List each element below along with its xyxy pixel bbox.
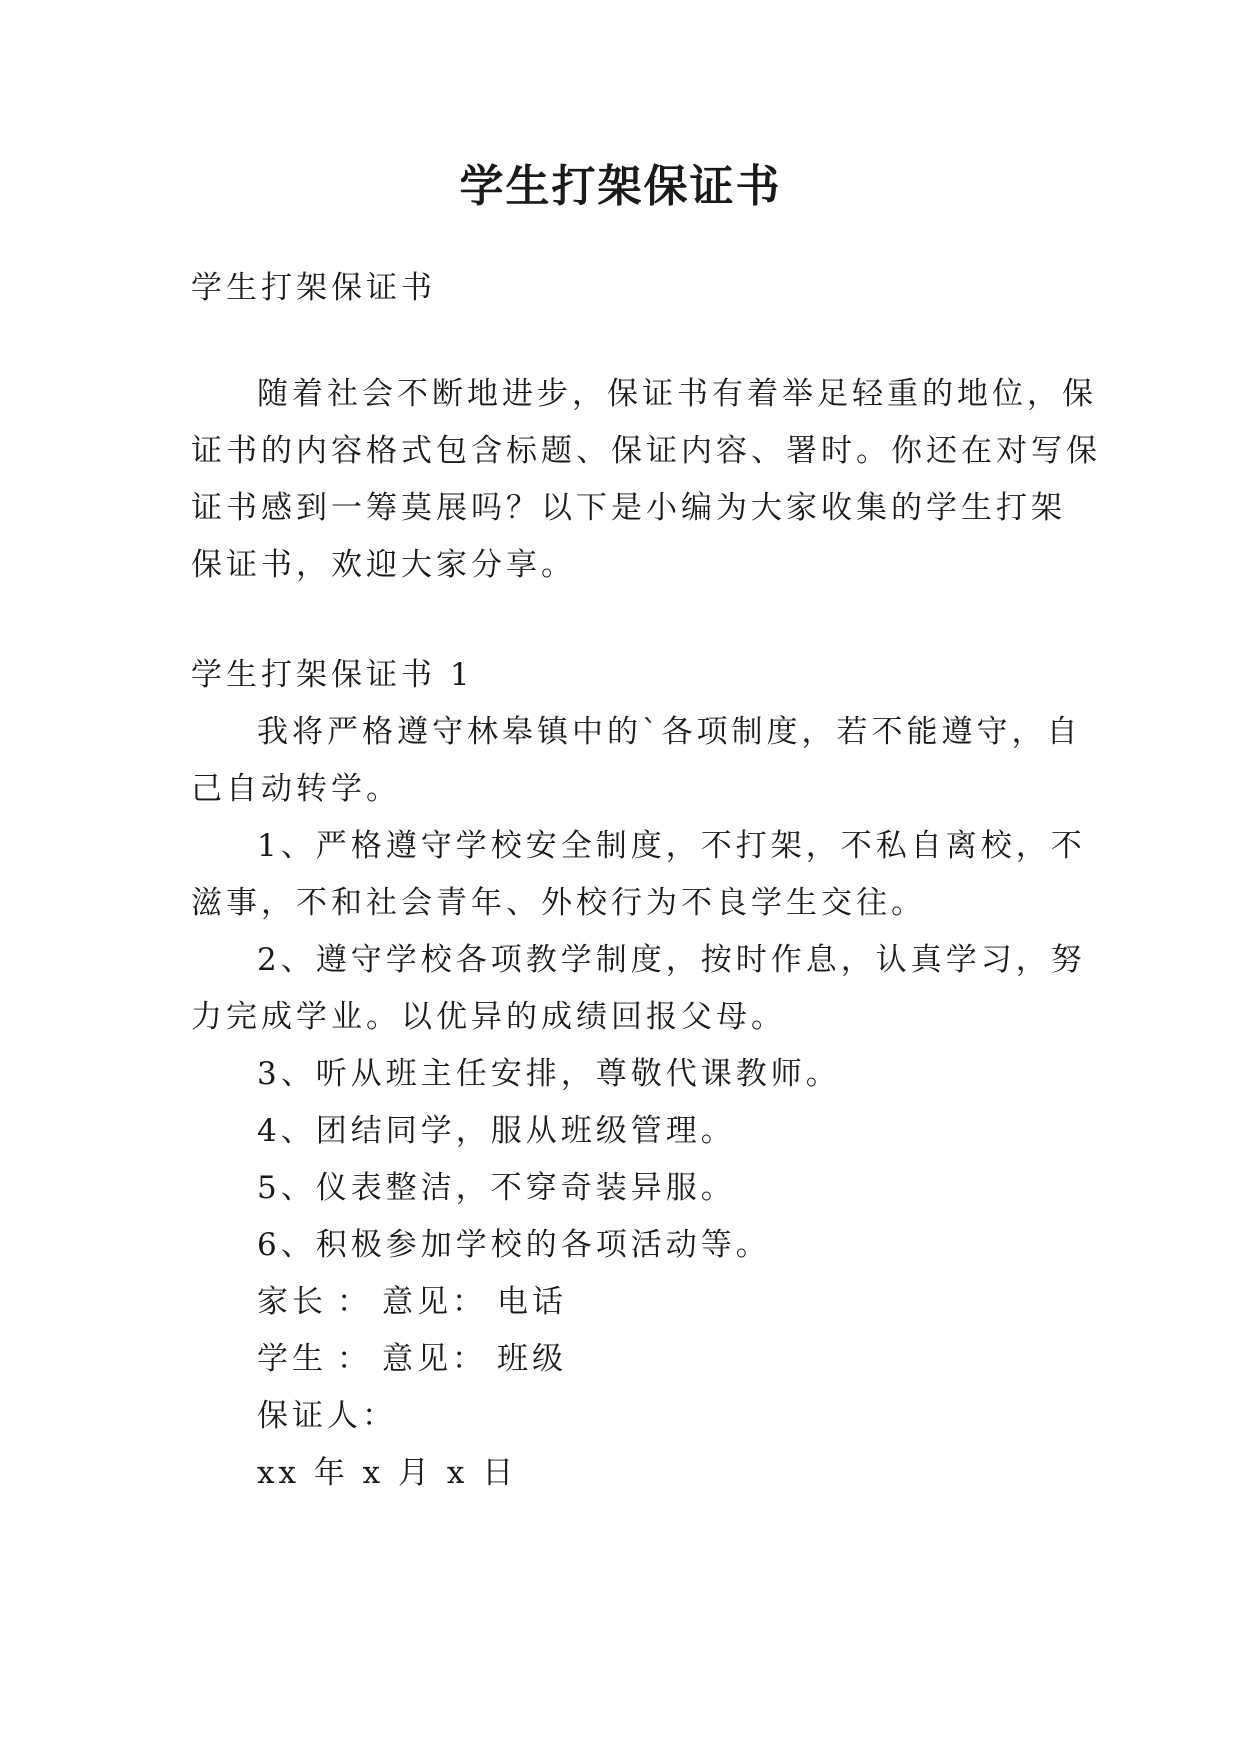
student-class-label: 班级: [497, 1341, 567, 1377]
intro-line: 随着社会不断地进步，保证书有着举足轻重的地位，保: [257, 376, 1097, 412]
list-item-continuation: 力完成学业。以优异的成绩回报父母。: [191, 999, 786, 1035]
student-opinion-label: 意见：: [382, 1341, 487, 1377]
student-signature-line: [257, 1333, 567, 1378]
document-subtitle: 学生打架保证书: [191, 270, 436, 306]
list-item: 5、仪表整洁，不穿奇装异服。: [257, 1170, 736, 1206]
pledge-line: 己自动转学。: [191, 771, 401, 807]
intro-line: 证书感到一筹莫展吗？以下是小编为大家收集的学生打架: [191, 490, 1066, 526]
intro-line: 证书的内容格式包含标题、保证内容、署时。你还在对写保: [191, 433, 1101, 469]
guarantor-label: 保证人：: [257, 1398, 397, 1434]
student-role-label: 学生: [257, 1341, 327, 1377]
date-line: xx 年 x 月 x 日: [257, 1455, 518, 1491]
parent-phone-label: 电话: [497, 1284, 567, 1320]
student-colon: ：: [337, 1341, 372, 1377]
list-item: 3、听从班主任安排，尊敬代课教师。: [257, 1056, 841, 1092]
parent-role-label: 家长: [257, 1284, 327, 1320]
list-item: 4、团结同学，服从班级管理。: [257, 1113, 736, 1149]
parent-opinion-label: 意见：: [382, 1284, 487, 1320]
parent-signature-line: [257, 1276, 567, 1321]
document-title: 学生打架保证书: [459, 161, 782, 212]
list-item: 6、积极参加学校的各项活动等。: [257, 1227, 771, 1263]
list-item: 1、严格遵守学校安全制度，不打架，不私自离校，不: [257, 828, 1086, 864]
intro-line: 保证书，欢迎大家分享。: [191, 547, 576, 583]
pledge-line: 我将严格遵守林皋镇中的`各项制度，若不能遵守，自: [257, 714, 1082, 750]
parent-colon: ：: [337, 1284, 372, 1320]
list-item-continuation: 滋事，不和社会青年、外校行为不良学生交往。: [191, 885, 926, 921]
list-item: 2、遵守学校各项教学制度，按时作息，认真学习，努: [257, 942, 1086, 978]
section-heading: 学生打架保证书 1: [191, 657, 474, 693]
